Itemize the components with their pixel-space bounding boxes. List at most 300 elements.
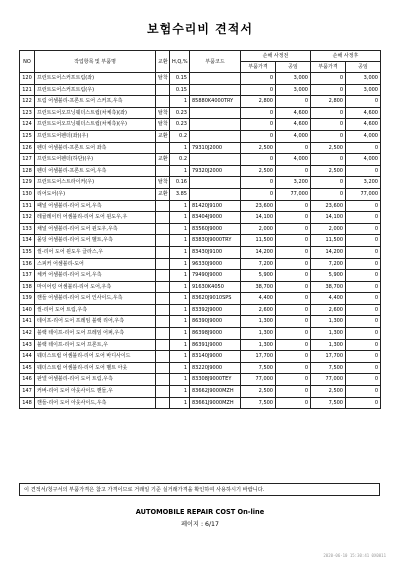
row-part-code [190,130,241,142]
row-labor-after: 0 [346,270,381,282]
row-hq: 1 [170,293,190,305]
row-part-price-before: 11,500 [241,235,276,247]
row-hq: 0.23 [170,107,190,119]
estimate-table [19,50,381,409]
row-part-price-before: 0 [241,177,276,189]
row-item-name: 스피커 어셈블리-도어 [35,258,156,270]
row-labor-after: 0 [346,142,381,154]
row-labor-after: 0 [346,351,381,363]
row-exchange [156,293,170,305]
row-no: 143 [20,339,35,351]
row-labor-after: 77,000 [346,188,381,200]
row-hq: 1 [170,142,190,154]
row-exchange [156,246,170,258]
table-row [20,154,381,166]
row-part-code: 79310J2000 [190,142,241,154]
row-part-price-before: 77,000 [241,374,276,386]
row-part-price-before: 0 [241,188,276,200]
row-item-name: 웨더스트립 어셈블리-리어 도어 벨트 아웃 [35,362,156,374]
header-part-price-after: 부품가격 [311,62,346,73]
row-no: 126 [20,142,35,154]
row-labor-after: 4,000 [346,154,381,166]
row-part-code [190,119,241,131]
row-labor-after: 0 [346,212,381,224]
table-row [20,235,381,247]
row-item-name: 프런트도어스커프트림(좌) [35,73,156,85]
row-labor-after: 0 [346,165,381,177]
row-part-price-after: 17,700 [311,351,346,363]
row-exchange: 탈착 [156,107,170,119]
row-part-code: 83404J9000 [190,212,241,224]
row-item-name: 프런트도어펜더(좌)(우) [35,130,156,142]
row-labor-after: 0 [346,339,381,351]
row-part-price-before: 2,500 [241,142,276,154]
row-part-code: 83220J9000 [190,362,241,374]
row-item-name: 프런트도어스트라이커(우) [35,177,156,189]
row-part-price-before: 2,000 [241,223,276,235]
row-item-name: 테이프-리어 도어 프레임 블랙 리어,우측 [35,316,156,328]
row-no: 125 [20,130,35,142]
row-labor-before: 0 [276,270,311,282]
row-labor-before: 4,600 [276,107,311,119]
row-exchange: 탈착 [156,177,170,189]
row-part-code [190,84,241,96]
row-labor-before: 0 [276,281,311,293]
row-exchange [156,362,170,374]
row-part-price-after: 2,600 [311,304,346,316]
row-part-code: 83392J9000 [190,304,241,316]
table-row [20,270,381,282]
header-labor-after: 공임 [346,62,381,73]
row-hq: 0.23 [170,119,190,131]
row-part-price-before: 0 [241,119,276,131]
row-item-name: 체커 어셈블리-리어 도어,우측 [35,270,156,282]
row-labor-before: 0 [276,212,311,224]
row-no: 129 [20,177,35,189]
row-no: 146 [20,374,35,386]
row-part-code [190,107,241,119]
row-part-price-after: 2,800 [311,96,346,108]
row-hq: 1 [170,246,190,258]
row-part-price-after: 0 [311,119,346,131]
row-hq: 1 [170,96,190,108]
row-hq: 0.15 [170,73,190,85]
row-labor-before: 3,000 [276,73,311,85]
row-no: 147 [20,386,35,398]
row-part-price-before: 23,600 [241,200,276,212]
row-hq: 0.16 [170,177,190,189]
header-hq: H,Q,% [170,51,190,73]
row-hq: 0.2 [170,130,190,142]
row-labor-before: 4,000 [276,154,311,166]
row-labor-before: 3,000 [276,84,311,96]
row-hq: 1 [170,281,190,293]
row-labor-before: 0 [276,339,311,351]
row-part-price-after: 0 [311,84,346,96]
row-labor-after: 0 [346,293,381,305]
row-labor-after: 4,000 [346,130,381,142]
row-labor-before: 0 [276,351,311,363]
row-part-code: 96330J9000 [190,258,241,270]
table-row [20,119,381,131]
row-part-code [190,177,241,189]
row-exchange [156,84,170,96]
row-hq: 3.85 [170,188,190,200]
row-labor-after: 0 [346,223,381,235]
row-no: 123 [20,107,35,119]
table-row [20,107,381,119]
row-part-price-after: 14,200 [311,246,346,258]
table-row [20,142,381,154]
row-no: 130 [20,188,35,200]
table-row [20,328,381,340]
table-row [20,188,381,200]
row-hq: 1 [170,304,190,316]
header-part-code: 부품코드 [190,51,241,73]
row-labor-before: 77,000 [276,188,311,200]
row-no: 124 [20,119,35,131]
table-row [20,84,381,96]
row-hq: 1 [170,258,190,270]
row-hq: 1 [170,351,190,363]
row-part-price-after: 2,500 [311,165,346,177]
row-part-price-before: 0 [241,154,276,166]
row-item-name: 핸들-리어 도어 아웃사이드,우측 [35,397,156,409]
table-row [20,374,381,386]
row-part-code: 79320J2000 [190,165,241,177]
row-labor-before: 0 [276,293,311,305]
row-labor-before: 0 [276,142,311,154]
row-no: 132 [20,212,35,224]
row-part-price-before: 1,300 [241,316,276,328]
table-header [20,51,381,73]
row-item-name: 씰-리어 도어 윈도우 글라스,우 [35,246,156,258]
row-part-price-before: 7,200 [241,258,276,270]
row-part-price-after: 0 [311,154,346,166]
row-hq: 1 [170,223,190,235]
row-item-name: 패널 어셈블리-리어 도어,우측 [35,200,156,212]
header-part-price-before: 부품가격 [241,62,276,73]
table-row [20,397,381,409]
row-exchange: 교환 [156,130,170,142]
row-hq: 0.15 [170,84,190,96]
row-exchange [156,96,170,108]
row-labor-after: 4,600 [346,107,381,119]
table-row [20,165,381,177]
table-row [20,258,381,270]
row-item-name: 프런트도어오프닝웨더스트립(차체측)(우) [35,119,156,131]
row-exchange [156,212,170,224]
row-labor-before: 0 [276,165,311,177]
row-part-code: 83661J9000MZH [190,397,241,409]
row-item-name: 블랙 테이프-리어 도어 프레임 어퍼,우측 [35,328,156,340]
row-labor-before: 3,200 [276,177,311,189]
row-item-name: 리어도어(우) [35,188,156,200]
header-labor-before: 공임 [276,62,311,73]
table-body [20,73,381,409]
row-part-price-before: 0 [241,130,276,142]
row-labor-before: 0 [276,258,311,270]
row-part-price-before: 14,200 [241,246,276,258]
row-part-price-after: 23,600 [311,200,346,212]
row-labor-before: 0 [276,386,311,398]
row-no: 148 [20,397,35,409]
header-after-adjust: 손해 사정후 [311,51,381,62]
row-part-price-before: 2,500 [241,165,276,177]
row-labor-after: 0 [346,258,381,270]
row-part-code: 83662J9000MZH [190,386,241,398]
row-part-price-before: 1,300 [241,339,276,351]
row-exchange [156,258,170,270]
table-row [20,200,381,212]
row-part-price-before: 4,400 [241,293,276,305]
row-no: 138 [20,281,35,293]
row-part-price-before: 1,300 [241,328,276,340]
row-part-code: 86390J9000 [190,316,241,328]
row-part-price-after: 77,000 [311,374,346,386]
row-labor-before: 0 [276,328,311,340]
row-hq: 1 [170,386,190,398]
row-part-price-before: 0 [241,107,276,119]
row-part-price-after: 2,500 [311,142,346,154]
row-exchange [156,142,170,154]
row-part-price-before: 2,800 [241,96,276,108]
row-no: 133 [20,223,35,235]
row-exchange [156,386,170,398]
row-labor-after: 0 [346,362,381,374]
row-exchange [156,374,170,386]
row-no: 139 [20,293,35,305]
row-hq: 0.2 [170,154,190,166]
row-labor-before: 4,000 [276,130,311,142]
row-hq: 1 [170,316,190,328]
row-exchange [156,281,170,293]
row-item-name: 블랙 테이프-리어 도어 프론트,우 [35,339,156,351]
row-exchange [156,235,170,247]
row-exchange: 탈착 [156,119,170,131]
row-exchange [156,200,170,212]
row-no: 136 [20,258,35,270]
row-part-code [190,188,241,200]
row-exchange [156,339,170,351]
row-hq: 1 [170,212,190,224]
table-row [20,316,381,328]
table-row [20,362,381,374]
table-row [20,96,381,108]
row-item-name: 펜더 어셈블리-프론트 도어,우측 [35,165,156,177]
row-part-code: 81420J9100 [190,200,241,212]
table-row [20,339,381,351]
row-part-price-before: 5,900 [241,270,276,282]
row-part-code: 83430J9100 [190,246,241,258]
row-labor-after: 0 [346,246,381,258]
row-part-code: 83140J9000 [190,351,241,363]
table-row [20,177,381,189]
row-part-price-before: 17,700 [241,351,276,363]
row-labor-before: 4,600 [276,119,311,131]
row-item-name: 프런트도어스커프트림(우) [35,84,156,96]
row-exchange [156,397,170,409]
row-labor-after: 4,600 [346,119,381,131]
row-exchange [156,165,170,177]
row-part-price-after: 0 [311,188,346,200]
row-labor-after: 0 [346,374,381,386]
row-labor-before: 0 [276,223,311,235]
row-hq: 1 [170,374,190,386]
row-labor-after: 0 [346,235,381,247]
row-part-price-after: 2,500 [311,386,346,398]
row-part-code: 85880K4000TRY [190,96,241,108]
row-part-price-after: 0 [311,107,346,119]
row-part-price-before: 0 [241,84,276,96]
row-part-code: 83308J9000TEY [190,374,241,386]
table-row [20,212,381,224]
row-labor-before: 0 [276,200,311,212]
row-item-name: 판넬 어셈블리-리어 도어 트림,우측 [35,374,156,386]
row-part-price-before: 0 [241,73,276,85]
row-item-name: 펜더 어셈블리-프론트 도어 좌측 [35,142,156,154]
row-part-code: 83830J9000TRY [190,235,241,247]
row-exchange: 교환 [156,154,170,166]
row-item-name: 핸들 어셈블리-리어 도어 인사이드,우측 [35,293,156,305]
row-no: 122 [20,96,35,108]
row-part-price-before: 14,100 [241,212,276,224]
row-hq: 1 [170,235,190,247]
table-row [20,386,381,398]
row-item-name: 프런트도어오프닝웨더스트립(차체측)(좌) [35,107,156,119]
row-labor-after: 0 [346,386,381,398]
row-part-code: 83560J9000 [190,223,241,235]
row-part-price-after: 38,700 [311,281,346,293]
row-hq: 1 [170,328,190,340]
row-part-code: 83620J9010SPS [190,293,241,305]
row-no: 134 [20,235,35,247]
row-no: 141 [20,316,35,328]
row-exchange: 탈착 [156,73,170,85]
row-labor-before: 0 [276,374,311,386]
header-exchange: 교환 [156,51,170,73]
row-item-name: 씰-리어 도어 트림,우측 [35,304,156,316]
row-part-price-after: 7,500 [311,362,346,374]
row-part-price-before: 2,600 [241,304,276,316]
table-row [20,246,381,258]
row-hq: 1 [170,339,190,351]
row-labor-before: 0 [276,246,311,258]
header-item: 작업항목 및 부품명 [35,51,156,73]
row-labor-after: 3,000 [346,73,381,85]
row-part-price-before: 38,700 [241,281,276,293]
row-no: 137 [20,270,35,282]
header-no: NO [20,51,35,73]
row-exchange [156,270,170,282]
row-part-price-before: 7,500 [241,362,276,374]
row-hq: 1 [170,270,190,282]
row-item-name: 채널 어셈블리-리어 도어 윈도우,우측 [35,223,156,235]
row-exchange: 교환 [156,188,170,200]
header-before-adjust: 손해 사정전 [241,51,311,62]
print-stamp: 2020-06-10 15:30:41 0X0011 [323,553,386,558]
row-hq: 1 [170,165,190,177]
row-part-price-after: 1,300 [311,339,346,351]
table-row [20,223,381,235]
row-no: 140 [20,304,35,316]
row-no: 142 [20,328,35,340]
row-part-code: 79490J9000 [190,270,241,282]
row-labor-after: 0 [346,397,381,409]
row-hq: 1 [170,200,190,212]
row-item-name: 프런트도어펜더(하단)(우) [35,154,156,166]
row-exchange [156,316,170,328]
row-labor-after: 0 [346,328,381,340]
row-part-price-after: 1,300 [311,316,346,328]
row-part-price-after: 2,000 [311,223,346,235]
row-part-price-after: 7,200 [311,258,346,270]
row-no: 128 [20,165,35,177]
row-item-name: 레귤레이터 어셈블리-리어 도어 윈도우,우 [35,212,156,224]
table-row [20,281,381,293]
row-part-price-before: 2,500 [241,386,276,398]
row-part-code: 86398J9000 [190,328,241,340]
row-part-price-after: 7,500 [311,397,346,409]
row-exchange [156,328,170,340]
row-item-name: 웨더스트립 어셈블리-리어 도어 바디사이드 [35,351,156,363]
row-no: 127 [20,154,35,166]
row-part-price-after: 1,300 [311,328,346,340]
row-part-price-after: 5,900 [311,270,346,282]
row-labor-before: 0 [276,362,311,374]
row-labor-before: 0 [276,316,311,328]
row-exchange [156,351,170,363]
price-notice: 이 견적서/청구서의 부품가격은 참고 가격이므로 거래일 기준 실거래가격을 확인하여 사용하시기 바랍니다. [19,483,380,496]
row-labor-before: 0 [276,235,311,247]
row-part-price-after: 4,400 [311,293,346,305]
row-no: 121 [20,84,35,96]
row-labor-after: 0 [346,281,381,293]
table-row [20,73,381,85]
row-no: 144 [20,351,35,363]
footer-title: AUTOMOBILE REPAIR COST On-line [135,508,265,516]
row-labor-after: 3,200 [346,177,381,189]
row-exchange [156,223,170,235]
row-no: 145 [20,362,35,374]
row-labor-after: 0 [346,316,381,328]
row-no: 120 [20,73,35,85]
table-row [20,130,381,142]
row-hq: 1 [170,362,190,374]
row-part-price-after: 0 [311,177,346,189]
row-part-price-after: 0 [311,73,346,85]
row-hq: 1 [170,397,190,409]
row-item-name: 몰딩 어셈블리-리어 도어 벨트,우측 [35,235,156,247]
row-no: 135 [20,246,35,258]
row-labor-before: 0 [276,397,311,409]
row-part-code [190,73,241,85]
row-labor-after: 3,000 [346,84,381,96]
row-part-code [190,154,241,166]
row-labor-after: 0 [346,304,381,316]
row-item-name: 커버-리어 도어 아웃사이드 핸들,우 [35,386,156,398]
row-labor-after: 0 [346,200,381,212]
row-part-price-after: 14,100 [311,212,346,224]
page-number: 페이지 : 6/17 [181,521,219,528]
row-part-price-after: 11,500 [311,235,346,247]
document-title: 보험수리비 견적서 [147,22,253,36]
row-no: 131 [20,200,35,212]
row-part-price-before: 7,500 [241,397,276,409]
row-part-price-after: 0 [311,130,346,142]
table-row [20,293,381,305]
row-part-code: 86391J9000 [190,339,241,351]
